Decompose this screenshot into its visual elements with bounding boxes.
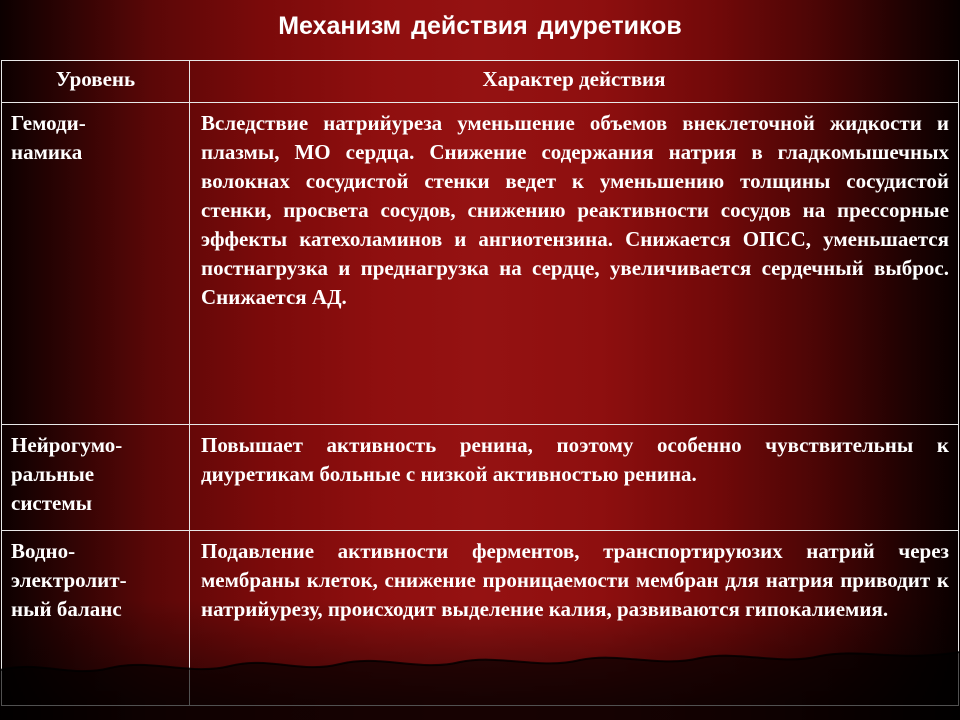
level-line: намика — [11, 140, 83, 164]
level-line: ральные — [11, 462, 95, 486]
header-action: Характер действия — [190, 61, 959, 103]
table-row — [2, 531, 959, 706]
description-cell-neurohumoral: Повышает активность ренина, поэтому особенно чувствительны к диуретикам больные с низкой активностью ренина. — [190, 425, 959, 531]
mechanism-table — [1, 60, 959, 706]
level-line: системы — [11, 491, 93, 515]
header-level: Уровень — [2, 61, 190, 103]
description-cell-hemodynamics: Вследствие натрийуреза уменьшение объемов внеклеточной жидкости и плазмы, МО сердца. Снижение содержания натрия в гладкомышечных волокнах сосудистой стенки ведет к уменьшению толщины сосудистой стенки, просвета сосудов, снижению реактивности сосудов на прессорные эффекты катехоламинов и ангиотензина. Снижается ОПСС, уменьшается постнагрузка и преднагрузка на сердце, увеличивается сердечный выброс. Снижается АД. — [190, 103, 959, 425]
table-row — [2, 425, 959, 531]
level-line: электролит- — [11, 568, 127, 592]
table-row — [2, 103, 959, 425]
level-cell-hemodynamics — [2, 103, 190, 425]
level-line: ный баланс — [11, 597, 122, 621]
description-cell-water-electrolyte: Подавление активности ферментов, транспортируюзих натрий через мембраны клеток, снижение проницаемости мембран для натрия приводит к натрийурезу, происходит выделение калия, развиваются гипокалиемия. — [190, 531, 959, 706]
level-cell-neurohumoral — [2, 425, 190, 531]
table-header-row — [2, 61, 959, 103]
slide-title: Механизм действия диуретиков — [278, 12, 682, 40]
level-line: Гемоди- — [11, 111, 86, 135]
level-line: Нейрогумо- — [11, 433, 123, 457]
level-cell-water-electrolyte — [2, 531, 190, 706]
level-line: Водно- — [11, 539, 76, 563]
